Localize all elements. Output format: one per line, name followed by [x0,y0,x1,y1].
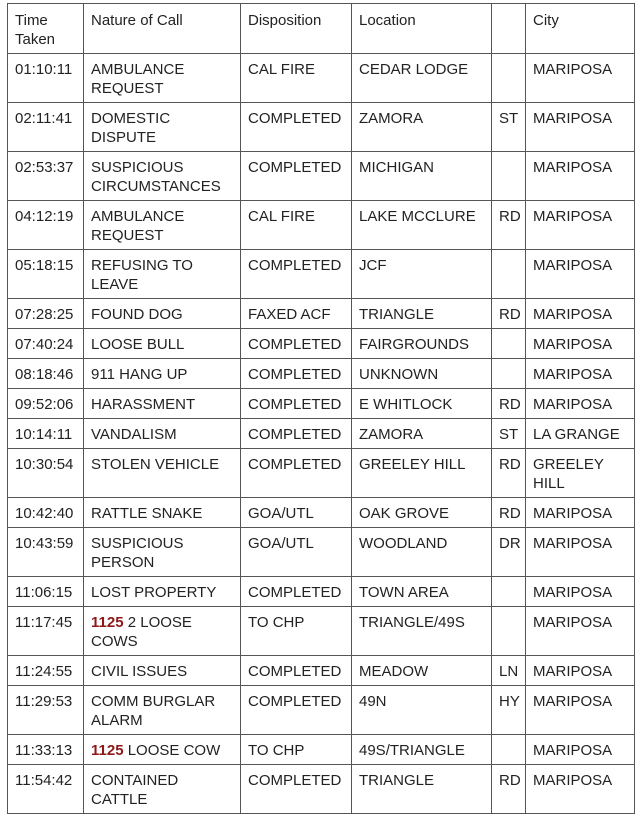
cell-city: MARIPOSA [526,577,635,607]
cell-time: 10:42:40 [8,498,84,528]
cell-location: 49N [352,686,492,735]
table-row [8,449,635,498]
cell-city: MARIPOSA [526,686,635,735]
cell-nature [84,299,241,329]
cell-city: MARIPOSA [526,735,635,765]
nature-text: LOOSE BULL [91,336,185,353]
cell-location: MICHIGAN [352,152,492,201]
cell-suffix [492,607,526,656]
cell-city: MARIPOSA [526,299,635,329]
cell-city: MARIPOSA [526,498,635,528]
cell-suffix: RD [492,449,526,498]
nature-text: 911 HANG UP [91,366,188,383]
cell-time: 10:43:59 [8,528,84,577]
cell-location: E WHITLOCK [352,389,492,419]
cell-nature [84,607,241,656]
cell-time: 10:30:54 [8,449,84,498]
cell-location: MEADOW [352,656,492,686]
cell-nature [84,735,241,765]
header-row [8,4,635,54]
cell-nature [84,389,241,419]
nature-text: REFUSING TO LEAVE [91,257,193,293]
call-code: 1125 [91,742,124,759]
table-row [8,528,635,577]
cell-city: MARIPOSA [526,656,635,686]
nature-text: AMBULANCE REQUEST [91,208,185,244]
header-city: City [526,4,635,54]
nature-text: SUSPICIOUS PERSON [91,535,184,571]
cell-nature [84,449,241,498]
cell-time: 11:29:53 [8,686,84,735]
table-row [8,299,635,329]
cell-location: TRIANGLE [352,765,492,814]
cell-nature [84,329,241,359]
nature-text: COMM BURGLAR ALARM [91,693,216,729]
cell-time: 04:12:19 [8,201,84,250]
cell-location: LAKE MCCLURE [352,201,492,250]
cell-suffix: RD [492,299,526,329]
nature-text: FOUND DOG [91,306,183,323]
table-row [8,577,635,607]
cell-nature [84,686,241,735]
cell-disposition: COMPLETED [241,419,352,449]
cell-disposition: CAL FIRE [241,54,352,103]
cell-disposition: GOA/UTL [241,528,352,577]
table-row [8,686,635,735]
cell-city: MARIPOSA [526,329,635,359]
cell-time: 11:17:45 [8,607,84,656]
table-row [8,250,635,299]
cell-disposition: COMPLETED [241,656,352,686]
cell-city: LA GRANGE [526,419,635,449]
nature-text: CIVIL ISSUES [91,663,188,680]
header-location: Location [352,4,492,54]
cell-suffix: ST [492,103,526,152]
cell-city: MARIPOSA [526,54,635,103]
nature-text: HARASSMENT [91,396,196,413]
cell-disposition: CAL FIRE [241,201,352,250]
cell-time: 07:40:24 [8,329,84,359]
cell-suffix: RD [492,389,526,419]
cell-disposition: GOA/UTL [241,498,352,528]
cell-suffix: RD [492,201,526,250]
cell-city: MARIPOSA [526,528,635,577]
cell-city: MARIPOSA [526,389,635,419]
table-row [8,765,635,814]
nature-text: LOOSE COW [127,742,221,759]
cell-nature [84,54,241,103]
table-row [8,329,635,359]
cell-city: MARIPOSA [526,607,635,656]
cell-suffix [492,359,526,389]
cell-disposition: COMPLETED [241,765,352,814]
cell-suffix [492,152,526,201]
table-row [8,607,635,656]
nature-text: RATTLE SNAKE [91,505,203,522]
cell-suffix [492,250,526,299]
cell-disposition: COMPLETED [241,103,352,152]
cell-nature [84,152,241,201]
cell-location: CEDAR LODGE [352,54,492,103]
cell-location: 49S/TRIANGLE [352,735,492,765]
table-row [8,735,635,765]
cell-city: MARIPOSA [526,765,635,814]
cell-location: GREELEY HILL [352,449,492,498]
table-row [8,498,635,528]
cell-city: MARIPOSA [526,359,635,389]
header-nature: Nature of Call [84,4,241,54]
cell-suffix [492,54,526,103]
nature-text: AMBULANCE REQUEST [91,61,185,97]
cell-time: 08:18:46 [8,359,84,389]
cell-disposition: COMPLETED [241,359,352,389]
table-row [8,201,635,250]
cell-nature [84,201,241,250]
cell-suffix: HY [492,686,526,735]
cell-location: TOWN AREA [352,577,492,607]
call-log-table [7,3,635,814]
header-disposition: Disposition [241,4,352,54]
cell-city: MARIPOSA [526,103,635,152]
cell-disposition: COMPLETED [241,449,352,498]
cell-time: 07:28:25 [8,299,84,329]
cell-suffix [492,735,526,765]
cell-location: FAIRGROUNDS [352,329,492,359]
cell-time: 11:24:55 [8,656,84,686]
nature-text: STOLEN VEHICLE [91,456,220,473]
cell-time: 02:11:41 [8,103,84,152]
cell-city: GREELEY HILL [526,449,635,498]
cell-disposition: COMPLETED [241,389,352,419]
cell-location: TRIANGLE/49S [352,607,492,656]
cell-location: JCF [352,250,492,299]
nature-text: CONTAINED CATTLE [91,772,179,808]
cell-location: UNKNOWN [352,359,492,389]
table-row [8,152,635,201]
table-row [8,359,635,389]
cell-location: OAK GROVE [352,498,492,528]
header-time: Time Taken [8,4,84,54]
cell-city: MARIPOSA [526,250,635,299]
cell-nature [84,656,241,686]
cell-suffix: ST [492,419,526,449]
cell-disposition: COMPLETED [241,250,352,299]
cell-location: ZAMORA [352,103,492,152]
cell-suffix: RD [492,498,526,528]
cell-suffix [492,577,526,607]
cell-disposition: COMPLETED [241,152,352,201]
cell-suffix: RD [492,765,526,814]
cell-disposition: TO CHP [241,607,352,656]
table-row [8,419,635,449]
cell-disposition: COMPLETED [241,329,352,359]
cell-time: 10:14:11 [8,419,84,449]
cell-disposition: COMPLETED [241,686,352,735]
cell-suffix: DR [492,528,526,577]
cell-city: MARIPOSA [526,152,635,201]
cell-time: 09:52:06 [8,389,84,419]
cell-disposition: TO CHP [241,735,352,765]
cell-nature [84,765,241,814]
cell-time: 11:33:13 [8,735,84,765]
nature-text: VANDALISM [91,426,177,443]
cell-nature [84,419,241,449]
cell-nature [84,577,241,607]
call-code: 1125 [91,614,124,631]
nature-text: DOMESTIC DISPUTE [91,110,171,146]
table-row [8,389,635,419]
cell-location: WOODLAND [352,528,492,577]
nature-text: LOST PROPERTY [91,584,217,601]
cell-disposition: FAXED ACF [241,299,352,329]
cell-nature [84,498,241,528]
nature-text: SUSPICIOUS CIRCUMSTANCES [91,159,221,195]
cell-disposition: COMPLETED [241,577,352,607]
table-row [8,54,635,103]
cell-nature [84,250,241,299]
cell-time: 01:10:11 [8,54,84,103]
cell-nature [84,103,241,152]
header-suffix [492,4,526,54]
cell-suffix: LN [492,656,526,686]
cell-location: TRIANGLE [352,299,492,329]
cell-nature [84,528,241,577]
cell-suffix [492,329,526,359]
cell-time: 05:18:15 [8,250,84,299]
cell-time: 11:54:42 [8,765,84,814]
cell-time: 11:06:15 [8,577,84,607]
cell-location: ZAMORA [352,419,492,449]
cell-time: 02:53:37 [8,152,84,201]
table-row [8,103,635,152]
nature-text: 2 LOOSE COWS [91,614,192,650]
cell-nature [84,359,241,389]
cell-city: MARIPOSA [526,201,635,250]
table-row [8,656,635,686]
